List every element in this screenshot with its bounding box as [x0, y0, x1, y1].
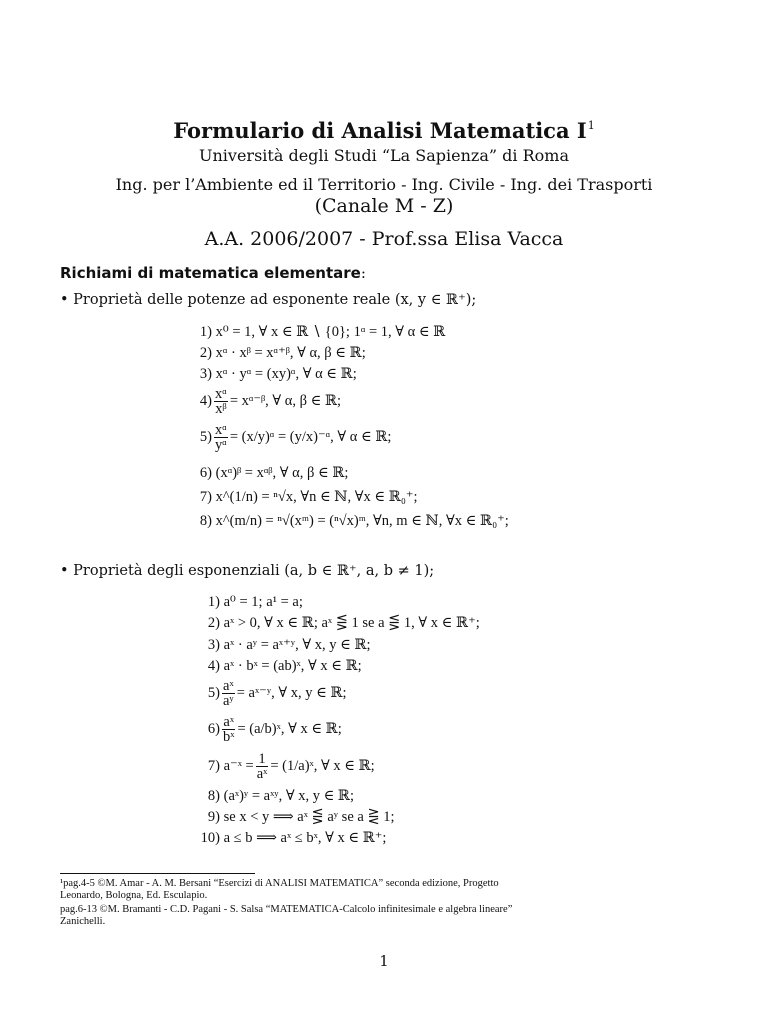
exponentials-bullet: • Proprietà degli esponenziali (a, b ∈ ℝ⁺, a, b ≠ 1);	[60, 563, 435, 579]
footnote-line-4: Zanichelli.	[60, 916, 106, 927]
powers-formula-1: 1) x⁰ = 1, ∀ x ∈ ℝ ∖ {0}; 1ᵅ = 1, ∀ α ∈ ℝ	[199, 324, 446, 340]
powers-formula-8: 8) x^(m/n) = ⁿ√(xᵐ) = (ⁿ√x)ᵐ, ∀n, m ∈ ℕ, ∀x ∈ ℝ₀⁺;	[199, 513, 509, 529]
powers-formula-7: 7) x^(1/n) = ⁿ√x, ∀n ∈ ℕ, ∀x ∈ ℝ₀⁺;	[199, 489, 418, 505]
exp-formula-6: 6) $\frac{\text{aˣ}}{\text{bˣ}}$ = (a/b)ˣ, ∀ x ∈ ℝ;	[207, 714, 342, 745]
exp-formula-2: 2) aˣ > 0, ∀ x ∈ ℝ; aˣ ⋚ 1 se a ⋚ 1, ∀ x ∈ ℝ⁺;	[207, 615, 480, 631]
channel-line: (Canale M - Z)	[314, 195, 454, 217]
exp-formula-8: 8) (aˣ)ʸ = aˣʸ, ∀ x, y ∈ ℝ;	[207, 788, 355, 804]
powers-bullet: • Proprietà delle potenze ad esponente reale (x, y ∈ ℝ⁺);	[60, 292, 477, 308]
year-professor-line: A.A. 2006/2007 - Prof.ssa Elisa Vacca	[204, 228, 564, 250]
powers-formula-4: 4) $\frac{\text{xᵅ}}{\text{xᵝ}}$ = xᵅ⁻ᵝ, ∀ α, β ∈ ℝ;	[199, 386, 342, 417]
page-number: 1	[379, 952, 389, 970]
footnote-line-2: Leonardo, Bologna, Ed. Esculapio.	[60, 890, 208, 901]
exp-formula-7: 7) a⁻ˣ = $\frac{1}{\text{aˣ}}$ = (1/a)ˣ, ∀ x ∈ ℝ;	[207, 751, 375, 782]
footnote-line-1: ¹pag.4-5 ©M. Amar - A. M. Bersani “Esercizi di ANALISI MATEMATICA” seconda edizione, Progetto	[60, 878, 499, 889]
degree-line: Ing. per l’Ambiente ed il Territorio - Ing. Civile - Ing. dei Trasporti	[115, 175, 653, 194]
section-heading: Richiami di matematica elementare:	[60, 264, 366, 282]
powers-formula-2: 2) xᵅ · xᵝ = xᵅ⁺ᵝ, ∀ α, β ∈ ℝ;	[199, 345, 366, 361]
powers-formula-5: 5) $\frac{\text{xᵅ}}{\text{yᵅ}}$ = (x/y)ᵅ = (y/x)⁻ᵅ, ∀ α ∈ ℝ;	[199, 422, 392, 453]
powers-formula-6: 6) (xᵅ)ᵝ = xᵅᵝ, ∀ α, β ∈ ℝ;	[199, 465, 349, 481]
exp-formula-10: 10) a ≤ b ⟹ aˣ ≤ bˣ, ∀ x ∈ ℝ⁺;	[200, 830, 387, 846]
footnote-rule	[60, 873, 255, 874]
university-line: Università degli Studi “La Sapienza” di Roma	[199, 146, 569, 165]
document-title: Formulario di Analisi Matematica $I^1$	[173, 118, 595, 143]
exp-formula-3: 3) aˣ · aʸ = aˣ⁺ʸ, ∀ x, y ∈ ℝ;	[207, 637, 371, 653]
title-footnote-mark: 1	[587, 119, 595, 132]
powers-formula-3: 3) xᵅ · yᵅ = (xy)ᵅ, ∀ α ∈ ℝ;	[199, 366, 357, 382]
exp-formula-4: 4) aˣ · bˣ = (ab)ˣ, ∀ x ∈ ℝ;	[207, 658, 362, 674]
exp-formula-5: 5) $\frac{\text{aˣ}}{\text{aʸ}}$ = aˣ⁻ʸ, ∀ x, y ∈ ℝ;	[207, 678, 347, 709]
footnote-line-3: pag.6-13 ©M. Bramanti - C.D. Pagani - S. Salsa “MATEMATICA-Calcolo infinitesimale e algebra lineare”	[60, 904, 513, 915]
exp-formula-9: 9) se x < y ⟹ aˣ ⋚ aʸ se a ⋛ 1;	[207, 809, 395, 825]
exp-formula-1: 1) a⁰ = 1; a¹ = a;	[207, 594, 303, 610]
